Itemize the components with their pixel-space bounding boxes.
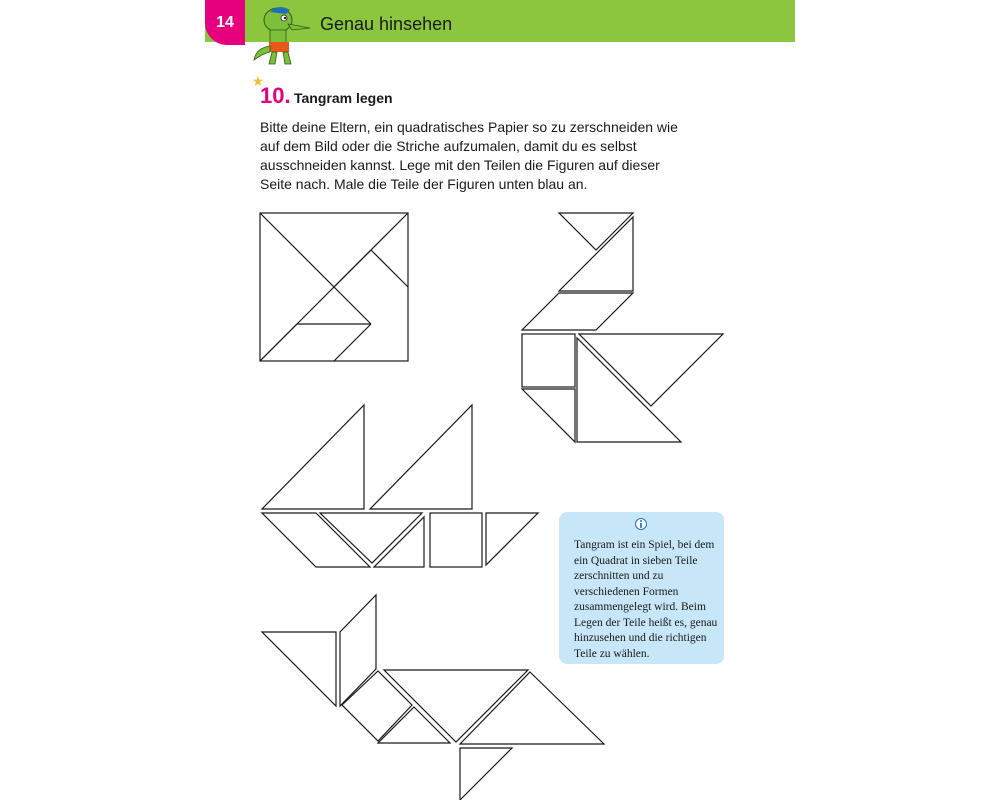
exercise-title: Tangram legen xyxy=(294,90,393,106)
tangram-figure-bird xyxy=(522,213,723,442)
exercise-number: 10. xyxy=(260,83,291,108)
tangram-figure-animal xyxy=(262,595,604,800)
info-text: Tangram ist ein Spiel, bei dem ein Quadrat in sieben Teile zerschnitten und zu verschiedenen Formen zusammengelegt wird. Beim Legen der Teile heißt es, genau hinzusehen und die richtigen Teile zu wählen. xyxy=(574,539,718,660)
page-title: Genau hinsehen xyxy=(320,14,453,34)
tangram-figure-boat xyxy=(262,405,538,567)
exercise-instructions: Bitte deine Eltern, ein quadratisches Papier so zu zerschneiden wie auf dem Bild oder die Striche aufzumalen, damit du es selbst ausschneiden kannst. Lege mit den Teilen die Figuren auf dieser Seite nach. Male die Teile der Figuren unten blau an. xyxy=(260,119,678,192)
info-icon xyxy=(635,517,647,531)
tangram-square xyxy=(260,213,408,361)
info-box xyxy=(559,512,724,664)
page-number: 14 xyxy=(205,0,245,45)
